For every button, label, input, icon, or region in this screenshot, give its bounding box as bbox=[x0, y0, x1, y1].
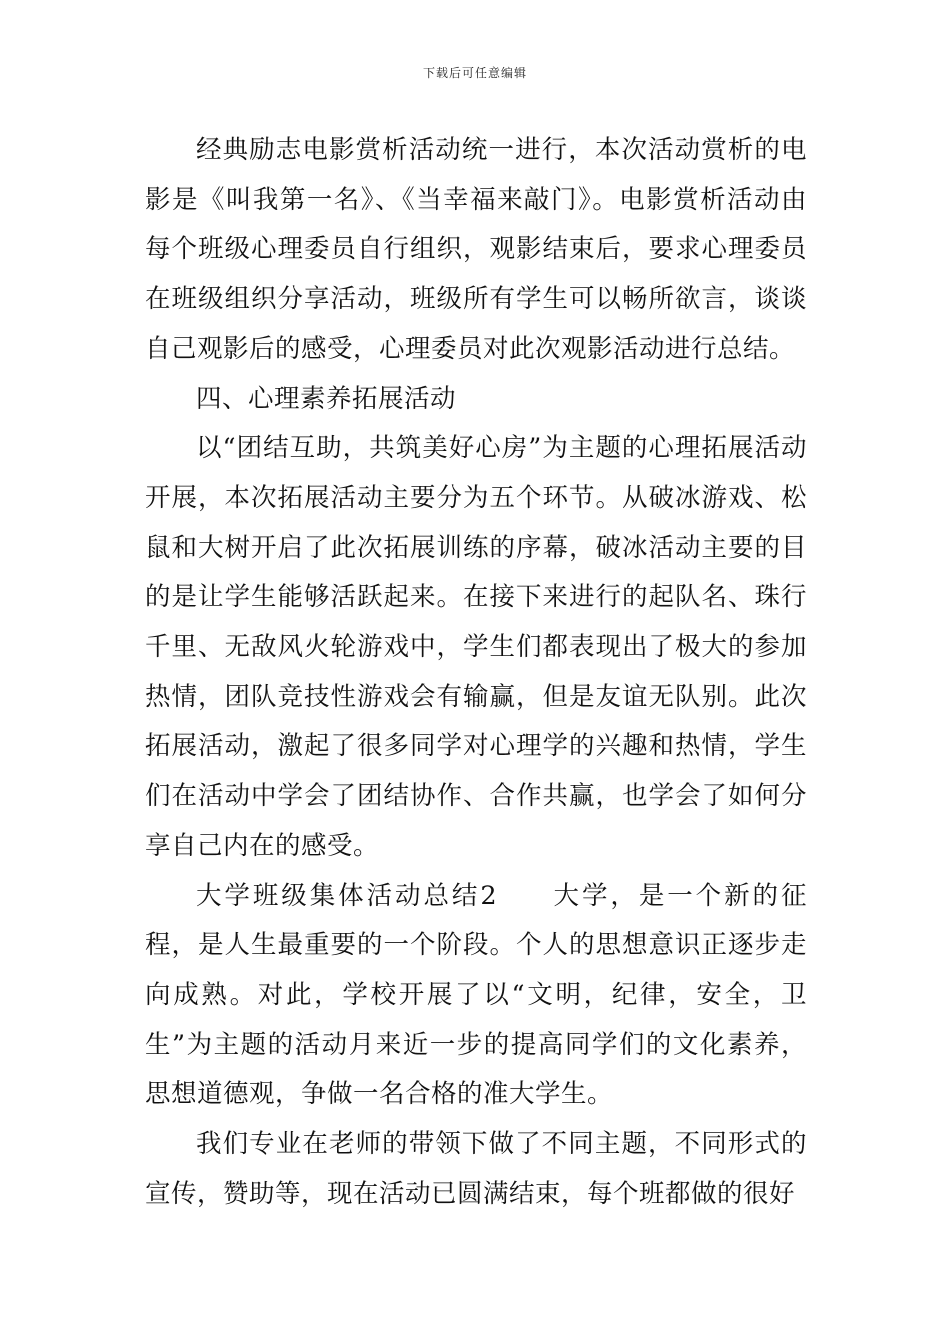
paragraph-summary-2 bbox=[145, 872, 807, 1121]
paragraph-film-appreciation: 经典励志电影赏析活动统一进行，本次活动赏析的电影是《叫我第一名》、《当幸福来敲门》。电影赏析活动由每个班级心理委员自行组织，观影结束后，要求心理委员在班级组织分享活动，班级所有学生可以畅所欲言，谈谈自己观影后的感受，心理委员对此次观影活动进行总结。 bbox=[145, 135, 807, 364]
page-header: 下载后可任意编辑 bbox=[422, 66, 527, 80]
paragraph-expansion-activity: 以“团结互助，共筑美好心房”为主题的心理拓展活动开展，本次拓展活动主要分为五个环节。从破冰游戏、松鼠和大树开启了此次拓展训练的序幕，破冰活动主要的目的是让学生能够活跃起来。在接下来进行的起队名、珠行千里、无敌风火轮游戏中，学生们都表现出了极大的参加热情，团队竞技性游戏会有输赢，但是友谊无队别。此次拓展活动，激起了很多同学对心理学的兴趣和热情，学生们在活动中学会了团结协作、合作共赢，也学会了如何分享自己内在的感受。 bbox=[145, 433, 807, 861]
summary-2-text: 大学，是一个新的征程，是人生最重要的一个阶段。个人的思想意识正逐步走向成熟。对此，学校开展了以“文明，纪律，安全，卫生”为主题的活动月来近一步的提高同学们的文化素养，思想道德观，争做一名合格的准大学生。 bbox=[145, 880, 807, 1110]
paragraph-major-activity: 我们专业在老师的带领下做了不同主题，不同形式的宣传，赞助等，现在活动已圆满结束，每个班都做的很好 bbox=[145, 1129, 807, 1209]
section-heading-psychology-expansion: 四、心理素养拓展活动 bbox=[196, 383, 457, 414]
document-body bbox=[145, 126, 807, 1219]
summary-title: 大学班级集体活动总结2 bbox=[196, 880, 498, 911]
